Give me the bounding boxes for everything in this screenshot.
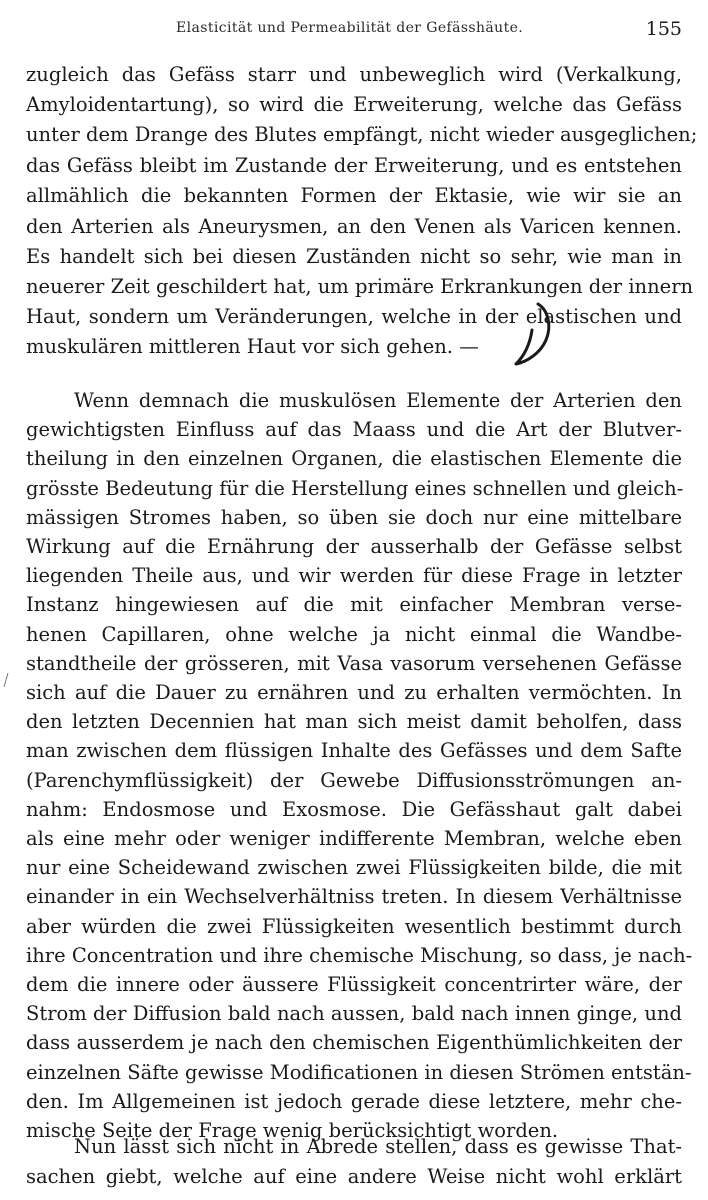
text-line: Es handelt sich bei diesen Zuständen nicht so sehr, wie man in xyxy=(26,245,682,268)
text-line: Wirkung auf die Ernährung der ausserhalb der Gefässe selbst xyxy=(26,535,682,558)
text-line: Strom der Diffusion bald nach aussen, bald nach innen ginge, und xyxy=(26,1002,682,1026)
text-line: allmählich die bekannten Formen der Ektasie, wie wir sie an xyxy=(26,184,682,207)
text-line: muskulären mittleren Haut vor sich gehen. — xyxy=(26,335,479,358)
text-line: ihre Concentration und ihre chemische Mischung, so dass, je nach- xyxy=(26,943,693,967)
handwritten-mark-icon xyxy=(508,300,558,370)
text-line: liegenden Theile aus, und wir werden für diese Frage in letzter xyxy=(26,564,682,588)
text-line: einzelnen Säfte gewisse Modificationen in diesen Strömen entstän- xyxy=(26,1060,692,1084)
text-line: dass ausserdem je nach den chemischen Eigenthümlichkeiten der xyxy=(26,1031,682,1055)
text-line: den. Im Allgemeinen ist jedoch gerade diese letztere, mehr che- xyxy=(26,1089,682,1113)
text-line: grösste Bedeutung für die Herstellung eines schnellen und gleich- xyxy=(26,476,684,500)
text-line: das Gefäss bleibt im Zustande der Erweiterung, und es entstehen xyxy=(26,154,682,177)
text-line: den Arterien als Aneurysmen, an den Venen als Varicen kennen. xyxy=(26,215,682,238)
text-line: dem die innere oder äussere Flüssigkeit concentrirter wäre, der xyxy=(26,973,682,996)
page-number: 155 xyxy=(645,18,682,40)
text-line: neuerer Zeit geschildert hat, um primäre Erkrankungen der innern xyxy=(26,275,694,298)
text-line: nahm: Endosmose und Exosmose. Die Gefässhaut galt dabei xyxy=(26,797,682,821)
text-line: standtheile der grösseren, mit Vasa vasorum versehenen Gefässe xyxy=(26,651,682,675)
page-header xyxy=(26,12,682,48)
text-line: Nun lässt sich nicht in Abrede stellen, dass es gewisse That- xyxy=(74,1135,682,1158)
text-line: (Parenchymflüssigkeit) der Gewebe Diffusionsströmungen an- xyxy=(26,768,682,792)
text-line: den letzten Decennien hat man sich meist damit beholfen, dass xyxy=(26,710,682,734)
text-line: Wenn demnach die muskulösen Elemente der Arterien den xyxy=(74,389,682,412)
text-line: Instanz hingewiesen auf die mit einfacher Membran verse- xyxy=(26,593,682,617)
running-title: Elasticität und Permeabilität der Gefässhäute. xyxy=(176,20,524,36)
margin-mark-icon xyxy=(2,672,10,688)
text-line: sachen giebt, welche auf eine andere Weise nicht wohl erklärt xyxy=(26,1165,682,1188)
text-line: aber würden die zwei Flüssigkeiten wesentlich bestimmt durch xyxy=(26,914,682,938)
text-line: nur eine Scheidewand zwischen zwei Flüssigkeiten bilde, die mit xyxy=(26,856,682,880)
text-line: man zwischen dem flüssigen Inhalte des Gefässes und dem Safte xyxy=(26,739,682,763)
text-line: Amyloidentartung), so wird die Erweiterung, welche das Gefäss xyxy=(26,93,682,116)
text-line: unter dem Drange des Blutes empfängt, nicht wieder ausgeglichen; xyxy=(26,123,698,146)
text-line: als eine mehr oder weniger indifferente Membran, welche eben xyxy=(26,827,682,850)
text-line: sich auf die Dauer zu ernähren und zu erhalten vermöchten. In xyxy=(26,681,682,704)
text-line: theilung in den einzelnen Organen, die elastischen Elemente die xyxy=(26,447,682,471)
text-line: zugleich das Gefäss starr und unbeweglich wird (Verkalkung, xyxy=(26,63,682,86)
text-line: henen Capillaren, ohne welche ja nicht einmal die Wandbe- xyxy=(26,622,682,646)
text-line: mische Seite der Frage wenig berücksichtigt worden. xyxy=(26,1119,559,1142)
text-line: gewichtigsten Einfluss auf das Maass und die Art der Blutver- xyxy=(26,418,682,442)
text-line: einander in ein Wechselverhältniss treten. In diesem Verhältnisse xyxy=(26,885,682,909)
text-line: Haut, sondern um Veränderungen, welche in der elastischen und xyxy=(26,305,682,328)
text-line: mässigen Stromes haben, so üben sie doch nur eine mittelbare xyxy=(26,505,682,529)
